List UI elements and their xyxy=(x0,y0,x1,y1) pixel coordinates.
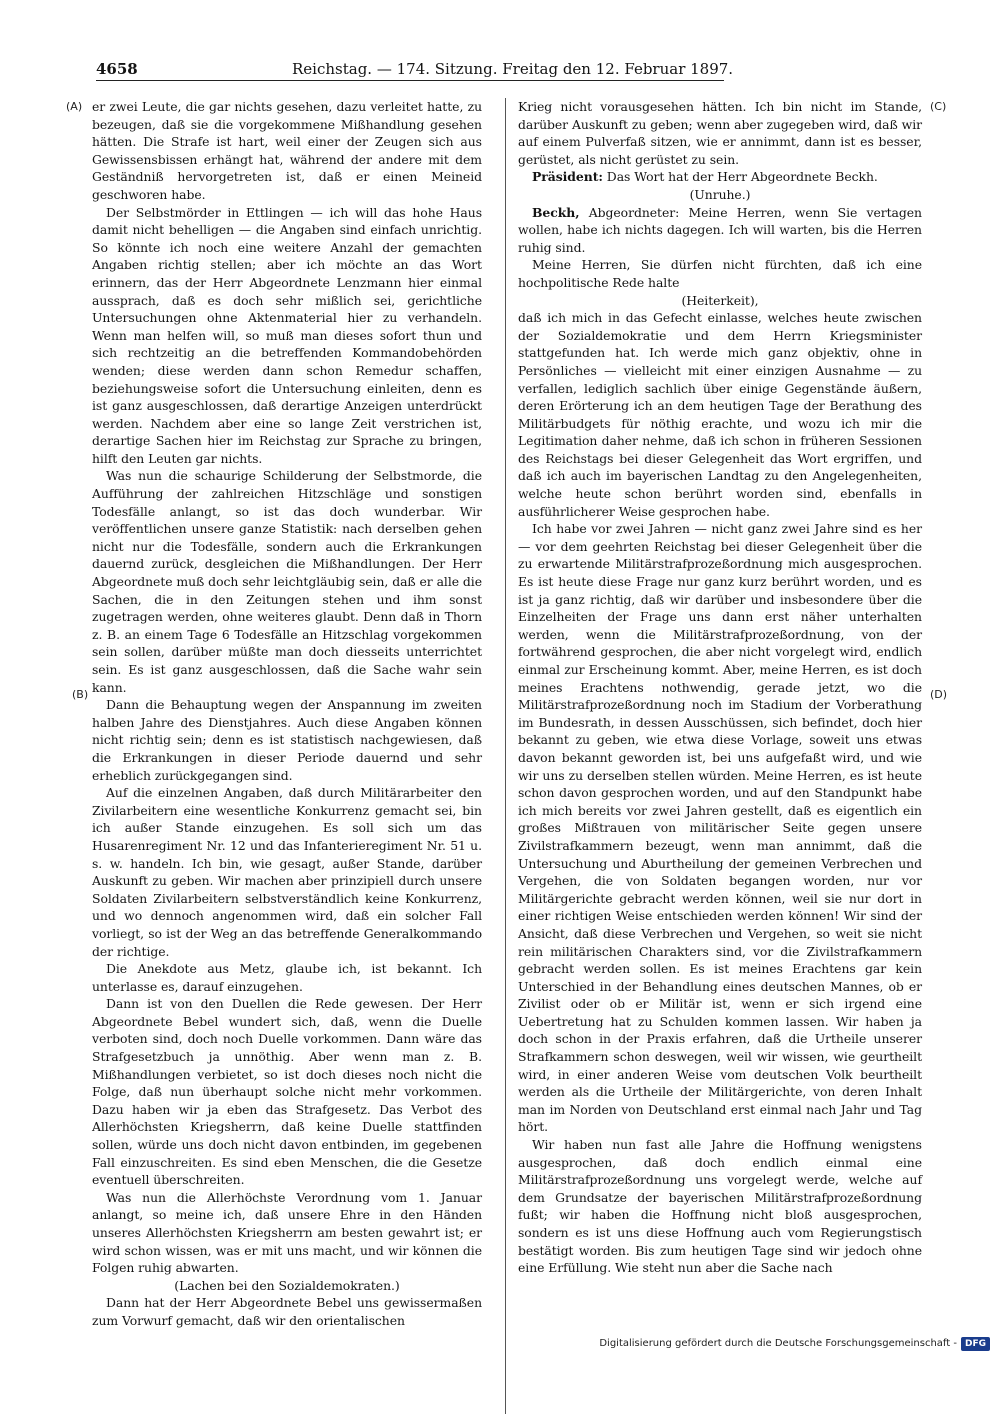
speaker-name: Beckh, xyxy=(532,204,580,220)
footer-credit xyxy=(599,1336,990,1352)
paragraph xyxy=(518,168,922,186)
paragraph-text: Wir haben nun fast alle Jahre die Hoffnung wenigstens ausgesprochen, daß doch endlich einmal eine Militärstrafprozeßordnung uns vorgelegt werde, welche auf dem Grundsatze der bayerischen Militärstrafprozeßordnung fußt; wir haben die Hoffnung nicht bloß ausgesprochen, sondern es ist uns diese Hoffnung auch vom Regierungstisch bestätigt worden. Bis zum heutigen Tage sind wir jedoch ohne eine Erfüllung. Wie steht nun aber die Sache nach xyxy=(518,1137,922,1276)
margin-mark-b: (B) xyxy=(72,688,89,701)
paragraph xyxy=(518,309,922,520)
footer-credit-text: Digitalisierung gefördert durch die Deutsche Forschungsgemeinschaft - xyxy=(599,1338,957,1349)
dfg-logo: DFG xyxy=(961,1337,990,1351)
paragraph-text: Meine Herren, Sie dürfen nicht fürchten, daß ich eine hochpolitische Rede halte xyxy=(518,257,922,290)
margin-mark-c: (C) xyxy=(930,100,947,113)
paragraph xyxy=(92,98,482,204)
paragraph-text: Das Wort hat der Herr Abgeordnete Beckh. xyxy=(602,169,878,185)
paragraph xyxy=(92,784,482,960)
paragraph xyxy=(92,467,482,696)
paragraph xyxy=(92,995,482,1189)
paragraph-text: Was nun die schaurige Schilderung der Selbstmorde, die Aufführung der zahlreichen Hitzschläge und sonstigen Todesfälle anlangt, so ist das doch wunderbar. Wir veröffentlichen unsere ganze Statistik: nach derselben gehen nicht nur die Todesfälle, sondern auch die Erkrankungen dauernd zurück, desgleichen die Mißhandlungen. Der Herr Abgeordnete muß doch sehr leichtgläubig sein, daß er alle die Sachen, die in den Zeitungen stehen und ihm sonst zugetragen werden, ohne weiteres glaubt. Denn daß in Thorn z. B. an einem Tage 6 Todesfälle an Hitzschlag vorgekommen sein sollen, darüber müßte man doch diesseits unterrichtet sein. Es ist ganz ausgeschlossen, daß die Sache wahr sein kann. xyxy=(92,468,482,695)
page-number: 4658 xyxy=(96,60,138,78)
paragraph-text: (Lachen bei den Sozialdemokraten.) xyxy=(174,1277,400,1293)
margin-mark-a: (A) xyxy=(66,100,83,113)
paragraph-text: Dann die Behauptung wegen der Anspannung im zweiten halben Jahre des Dienstjahres. Auch diese Angaben können nicht richtig sein; denn es ist statistisch nachgewiesen, daß die Erkrankungen in dieser Periode dauernd und sehr erheblich zurückgegangen sind. xyxy=(92,697,482,783)
paragraph-text: Der Selbstmörder in Ettlingen — ich will das hohe Haus damit nicht behelligen — die Angaben sind einfach unrichtig. So könnte ich noch eine weitere Anzahl der gemachten Angaben richtig stellen; aber ich möchte an das Wort erinnern, das der Herr Abgeordnete Lenzmann hier einmal aussprach, daß es doch sehr mißlich sei, gerichtliche Untersuchungen ohne Aktenmaterial hier zu verhandeln. Wenn man helfen will, so muß man dieses sofort thun und sich rechtzeitig an die betreffenden Kommandobehörden wenden; diese werden dann schon Remedur schaffen, beziehungsweise sofort die Untersuchung einleiten, denn es ist ganz ausgeschlossen, daß derartige Anzeigen unterdrückt werden. Nachdem aber eine so lange Zeit verstrichen ist, derartige Sachen hier im Reichstag zur Sprache zu bringen, hilft den Leuten gar nichts. xyxy=(92,204,482,466)
paragraph xyxy=(518,256,922,291)
paragraph-text: Die Anekdote aus Metz, glaube ich, ist bekannt. Ich unterlasse es, darauf einzugehen. xyxy=(92,961,482,994)
paragraph-text: Dann ist von den Duellen die Rede gewesen. Der Herr Abgeordnete Bebel wundert sich, daß, wenn die Duelle verboten sind, doch noch Duelle vorkommen. Dann wäre das Strafgesetzbuch ja unnöthig. Aber wenn man z. B. Mißhandlungen verbietet, so ist doch dieses noch nicht die Folge, daß nun überhaupt solche nicht mehr vorkommen. Dazu haben wir ja eben das Strafgesetz. Das Verbot des Allerhöchsten Kriegsherrn, daß keine Duelle stattfinden sollen, würde uns doch nicht davon entbinden, im gegebenen Fall einzuschreiten. Es sind eben Menschen, die die Gesetze eventuell überschreiten. xyxy=(92,996,482,1188)
paragraph-text: (Heiterkeit), xyxy=(681,292,759,308)
paragraph-text: er zwei Leute, die gar nichts gesehen, dazu verleitet hatte, zu bezeugen, daß sie die vorgekommene Mißhandlung gesehen hätten. Die Strafe ist hart, weil einer der Zeugen sich aus Gewissensbissen erhängt hat, während der andere mit dem Geständniß hervorgetreten ist, daß er einen Meineid geschworen habe. xyxy=(92,99,482,202)
paragraph xyxy=(518,1136,922,1277)
paragraph xyxy=(92,1294,482,1329)
paragraph xyxy=(518,204,922,257)
right-text-column xyxy=(518,98,922,1416)
paragraph-text: Dann hat der Herr Abgeordnete Bebel uns gewissermaßen zum Vorwurf gemacht, daß wir den orientalischen xyxy=(92,1295,482,1328)
left-text-column xyxy=(92,98,482,1416)
paragraph xyxy=(92,960,482,995)
paragraph-text: (Unruhe.) xyxy=(689,186,751,202)
paragraph xyxy=(92,1189,482,1277)
margin-mark-d: (D) xyxy=(930,688,948,701)
paragraph xyxy=(518,292,922,310)
speaker-name: Präsident: xyxy=(532,169,603,185)
paragraph-text: Ich habe vor zwei Jahren — nicht ganz zwei Jahre sind es her — vor dem geehrten Reichstag bei dieser Gelegenheit über die zu erwartende Militärstrafprozeßordnung mich ausgesprochen. Es ist heute diese Frage nur ganz kurz berührt worden, und es ist ja ganz richtig, daß wir darüber und insbesondere über die Einzelheiten der Frage uns dann erst näher unterhalten werden, wenn die Militärstrafprozeßordnung, von der fortwährend gesprochen, die aber nicht vorgelegt wird, endlich einmal zur Erscheinung kommt. Aber, meine Herren, es ist doch meines Erachtens nothwendig, gerade jetzt, wo die Militärstrafprozeßordnung noch im Stadium der Vorberathung im Bundesrath, in dessen Ausschüssen, sich befindet, doch hier bekannt zu geben, wie etwa diese Vorlage, soweit uns etwas davon bekannt geworden ist, bei uns aufgefaßt wird, und wie wir uns zu derselben stellen würden. Meine Herren, es ist heute schon davon gesprochen worden, und auf den Standpunkt habe ich mich bereits vor zwei Jahren gestellt, daß es eigentlich ein großes Mißtrauen von militärischer Seite gegen unsere Zivilstrafkammern bezeugt, wenn man annimmt, daß die Untersuchung und Aburtheilung der gemeinen Verbrechen und Vergehen, die von Soldaten begangen worden, nur vor Militärgerichte gebracht werden können, weil sie nur dort in einer richtigen Weise entschieden werden können! Wir sind der Ansicht, daß diese Verbrechen und Vergehen, so weit sie nicht rein militärischen Charakters sind, vor die Zivilstrafkammern gebracht werden sollen. Es ist meines Erachtens gar kein Unterschied in der Behandlung eines deutschen Mannes, ob er Zivilist oder ob er Militär ist, wenn er sich irgend eine Uebertretung hat zu Schulden kommen lassen. Wir haben ja doch schon in der Praxis erfahren, daß die Urtheile unserer Strafkammern schon deswegen, weil wir wissen, wie geurtheilt wird, in einer anderen Weise vom deutschen Volk beurtheilt werden als die Urtheile der Militärgerichte, von deren Inhalt man im Norden von Deutschland erst einmal nach Jahr und Tag hört. xyxy=(518,521,922,1135)
paragraph-text: Abgeordneter: Meine Herren, wenn Sie vertagen wollen, habe ich nichts dagegen. Ich will warten, bis die Herren ruhig sind. xyxy=(518,204,922,255)
paragraph-text: Was nun die Allerhöchste Verordnung vom 1. Januar anlangt, so meine ich, daß unsere Ehre in den Händen unseres Allerhöchsten Kriegsherrn am besten gewahrt ist; er wird schon wissen, was er mit uns macht, und wir können die Folgen ruhig abwarten. xyxy=(92,1189,482,1276)
paragraph xyxy=(518,98,922,168)
running-title: Reichstag. — 174. Sitzung. Freitag den 12. Februar 1897. xyxy=(292,60,734,78)
paragraph xyxy=(92,1277,482,1295)
paragraph-text: Auf die einzelnen Angaben, daß durch Militärarbeiter den Zivilarbeitern eine wesentliche Konkurrenz gemacht sei, bin ich außer Stande einzugehen. Es soll sich um das Husarenregiment Nr. 12 und das Infanterieregiment Nr. 51 u. s. w. handeln. Ich bin, wie gesagt, außer Stande, darüber Auskunft zu geben. Wir machen aber prinzipiell durch unsere Soldaten Zivilarbeitern selbstverständlich keine Konkurrenz, und wo dennoch angenommen wird, daß ein solcher Fall vorliegt, so ist der Weg an das betreffende Generalkommando der richtige. xyxy=(92,785,482,959)
column-divider xyxy=(505,98,506,1414)
paragraph xyxy=(518,186,922,204)
paragraph xyxy=(518,520,922,1136)
paragraph-text: daß ich mich in das Gefecht einlasse, welches heute zwischen der Sozialdemokratie und dem Herrn Kriegsminister stattgefunden hat. Ich werde mich ganz objektiv, ohne in Persönliches — vielleicht mit einer einzigen Ausnahme — zu verfallen, lediglich sachlich über einige Gegenstände äußern, deren Erörterung ich an dem heutigen Tage der Berathung des Militärbudgets für nöthig erachte, und wozu ich mir die Legitimation daher nehme, daß ich schon in früheren Sessionen des Reichstags bei dieser Gelegenheit das Wort ergriffen, und daß ich auch im bayerischen Landtag zu den Angelegenheiten, welche heute schon berührt worden sind, ebenfalls in ausführlicherer Weise gesprochen habe. xyxy=(518,310,922,519)
paragraph xyxy=(92,696,482,784)
paragraph-text: Krieg nicht vorausgesehen hätten. Ich bin nicht im Stande, darüber Auskunft zu geben; wenn aber zugegeben wird, daß wir auf einem Pulverfaß sitzen, wie er annimmt, dann ist es besser, gerüstet, als nicht gerüstet zu sein. xyxy=(518,99,922,167)
paragraph xyxy=(92,204,482,468)
running-header xyxy=(96,58,734,81)
